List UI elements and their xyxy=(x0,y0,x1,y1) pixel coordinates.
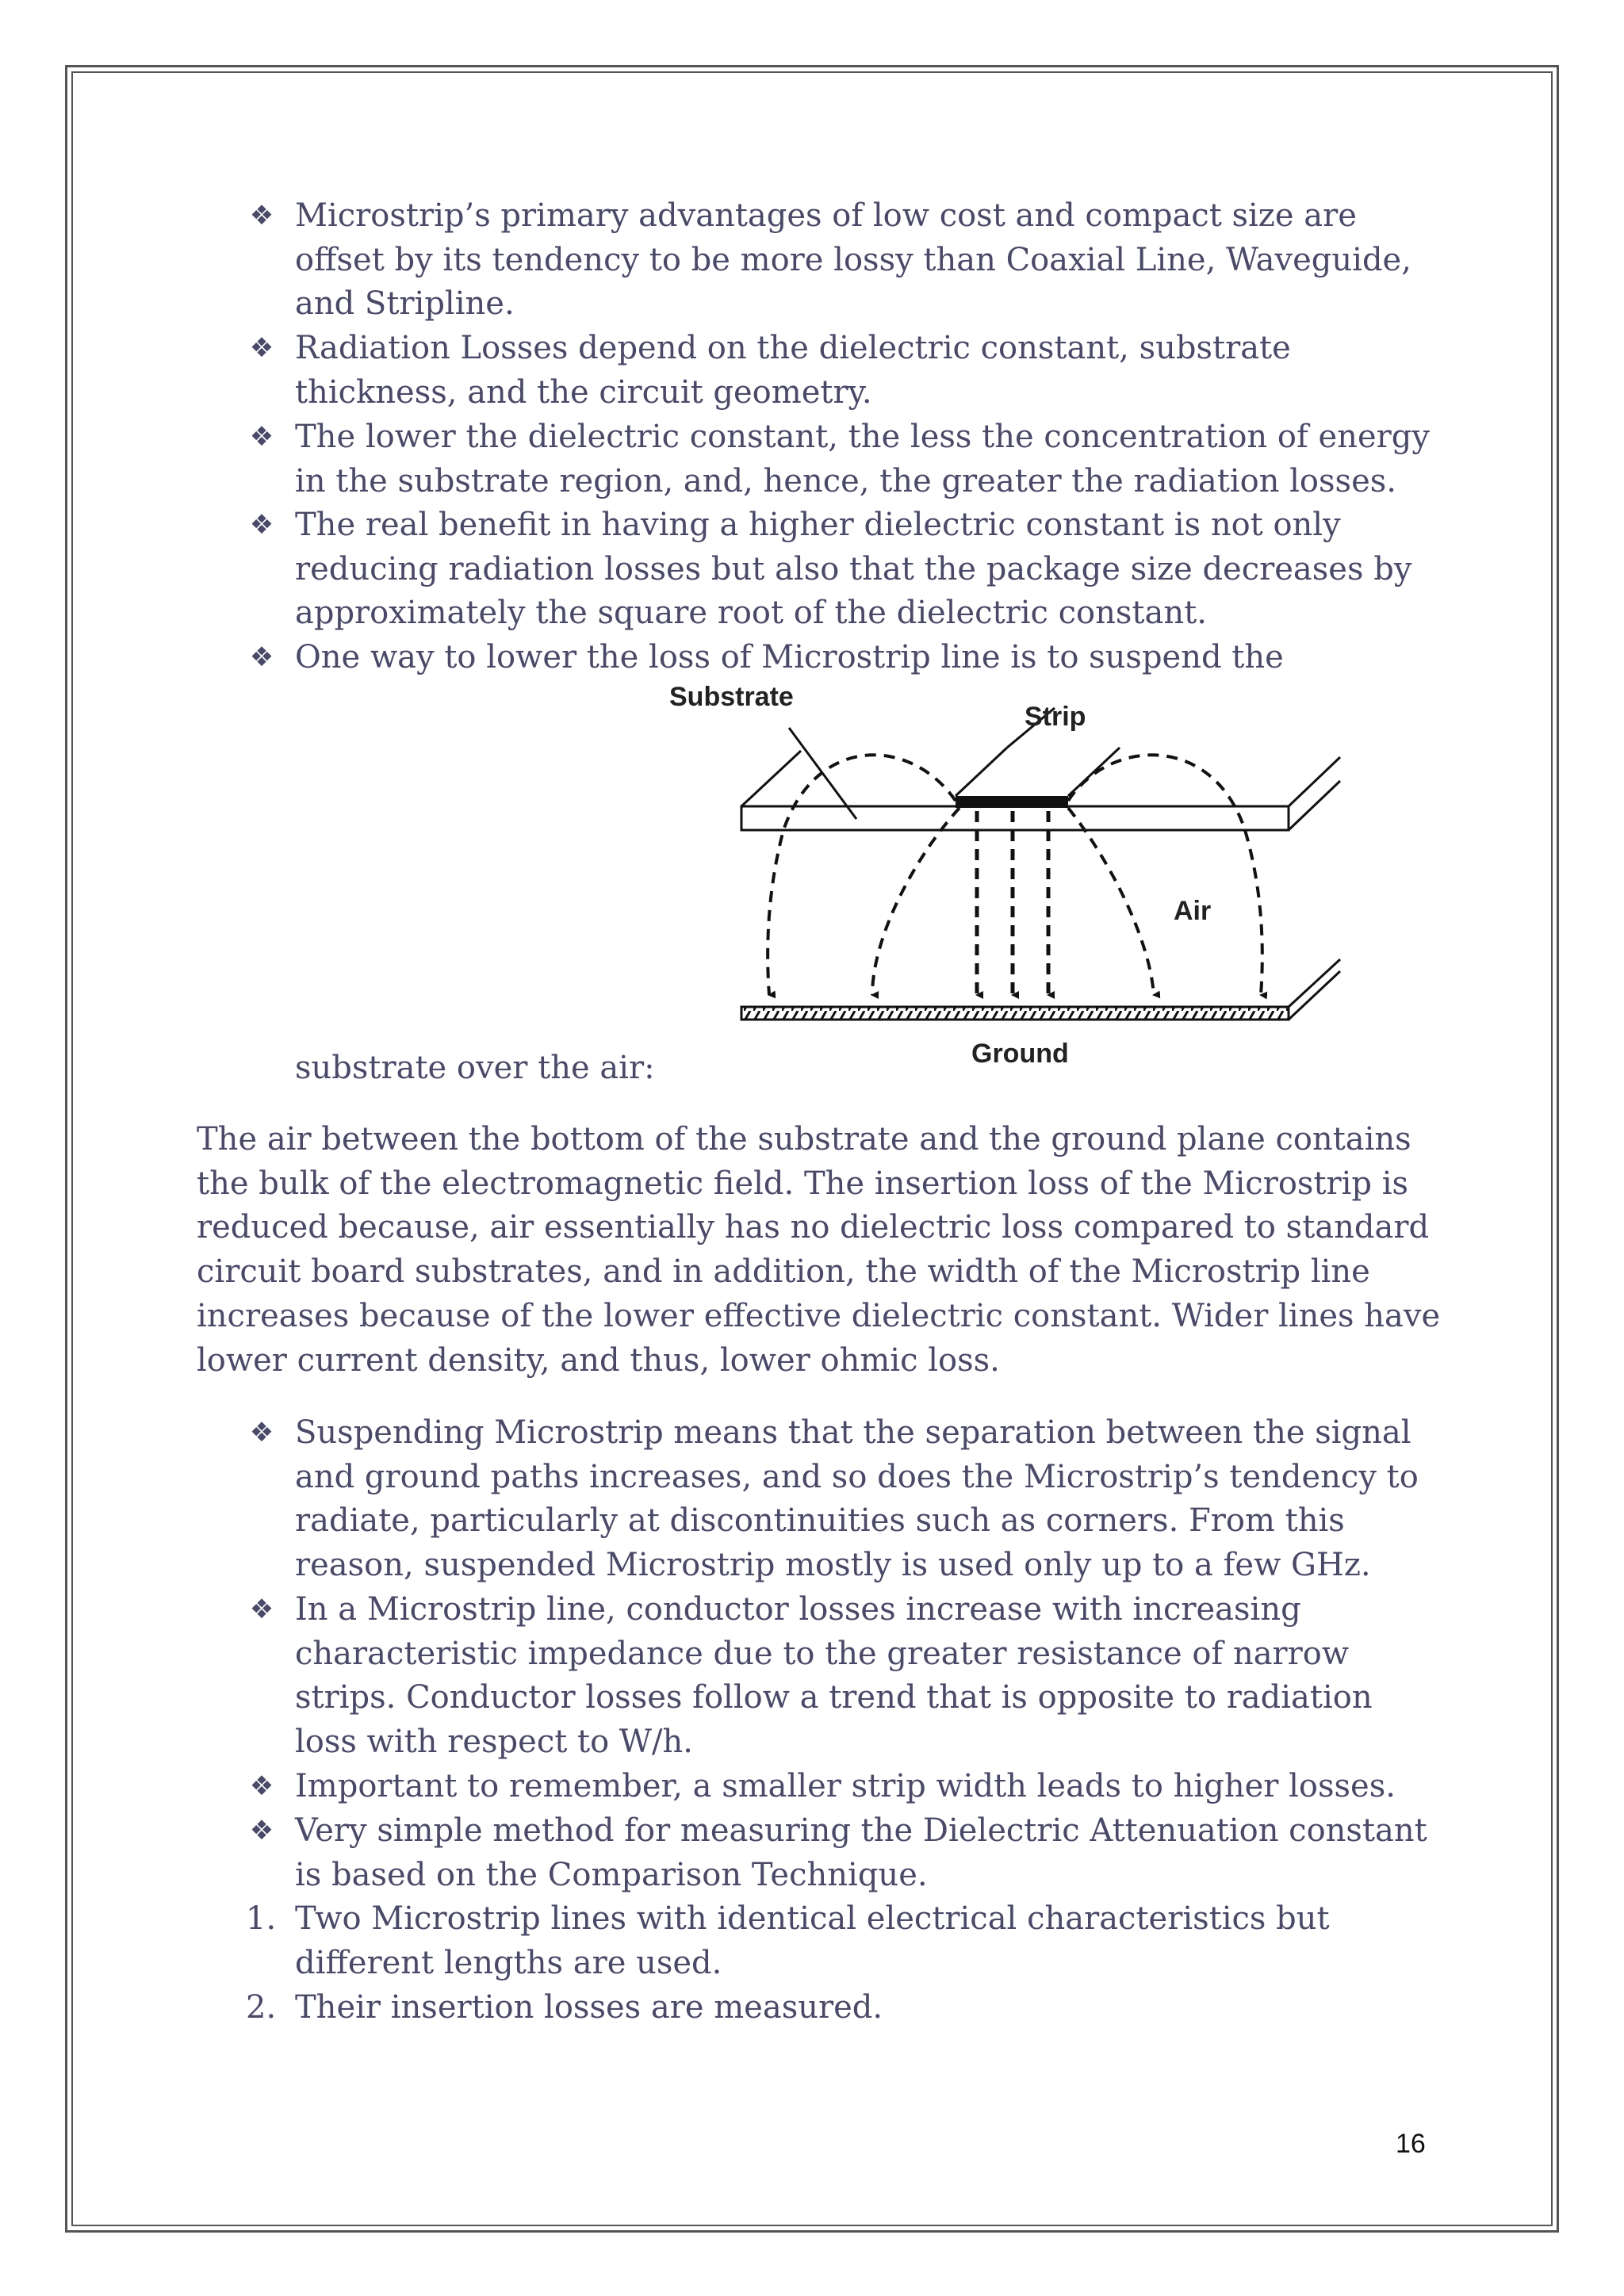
bullet-marker: ❖ xyxy=(249,1815,274,1846)
bullet-marker: ❖ xyxy=(249,421,274,453)
substrate-slab xyxy=(741,751,1340,830)
ground-plane xyxy=(741,959,1340,1020)
bullet-item: Radiation Losses depend on the dielectric constant, substrate thickness, and the circuit geometry. xyxy=(295,330,1291,411)
label-ground: Ground xyxy=(971,1039,1069,1069)
body-paragraph: The air between the bottom of the substrate and the ground plane contains the bulk of the electromagnetic field. The insertion loss of the Microstrip is reduced because, air essentially has no dielectric loss compared to standard circuit board substrates, and in addition, the width of the Microstrip line increases because of the lower effective dielectric constant. Wider lines have lower current density, and thus, lower ohmic loss. xyxy=(197,1121,1441,1379)
bullet-item: Microstrip’s primary advantages of low cost and compact size are offset by its tendency to be more lossy than Coaxial Line, Waveguide, and Stripline. xyxy=(295,197,1411,323)
bullet-marker: ❖ xyxy=(249,200,274,232)
numbered-item: Two Microstrip lines with identical electrical characteristics but different lengths are used. xyxy=(295,1900,1330,1981)
bullet-item: The lower the dielectric constant, the less the concentration of energy in the substrate region, and, hence, the greater the radiation losses. xyxy=(295,419,1430,499)
label-substrate: Substrate xyxy=(669,682,794,712)
bullet-item-continuation: substrate over the air: xyxy=(295,1050,655,1086)
field-lines-straight xyxy=(977,811,1048,995)
bullet-item: In a Microstrip line, conductor losses increase with increasing characteristic impedance due to the greater resistance of narrow strips. Conductor losses follow a trend that is opposite to radiation loss with respect to W/h. xyxy=(295,1591,1373,1761)
bullet-marker: ❖ xyxy=(249,1594,274,1625)
suspended-microstrip-diagram xyxy=(658,678,1356,1090)
bullet-item: Very simple method for measuring the Dielectric Attenuation constant is based on the Comparison Technique. xyxy=(295,1812,1427,1893)
bullet-item: Important to remember, a smaller strip width leads to higher losses. xyxy=(295,1768,1396,1804)
bullet-marker: ❖ xyxy=(249,1770,274,1802)
label-air: Air xyxy=(1174,896,1212,926)
list-number: 2. xyxy=(246,1989,277,2026)
numbered-item: Their insertion losses are measured. xyxy=(295,1989,883,2026)
bullet-marker: ❖ xyxy=(249,509,274,541)
strip-conductor xyxy=(956,748,1120,808)
bullet-item: One way to lower the loss of Microstrip line is to suspend the xyxy=(295,639,1284,675)
page-number: 16 xyxy=(1396,2129,1426,2159)
bullet-item: The real benefit in having a higher dielectric constant is not only reducing radiation losses but also that the package size decreases by approximately the square root of the dielectric constant. xyxy=(295,507,1412,632)
list-number: 1. xyxy=(246,1900,277,1937)
bullet-marker: ❖ xyxy=(249,332,274,364)
bullet-marker: ❖ xyxy=(249,641,274,673)
label-strip: Strip xyxy=(1025,702,1086,732)
field-lines xyxy=(768,755,1262,995)
bullet-item: Suspending Microstrip means that the separation between the signal and ground paths increases, and so does the Microstrip’s tendency to radiate, particularly at discontinuities such as corners. From this reason, suspended Microstrip mostly is used only up to a few GHz. xyxy=(295,1414,1419,1584)
bullet-marker: ❖ xyxy=(249,1417,274,1448)
